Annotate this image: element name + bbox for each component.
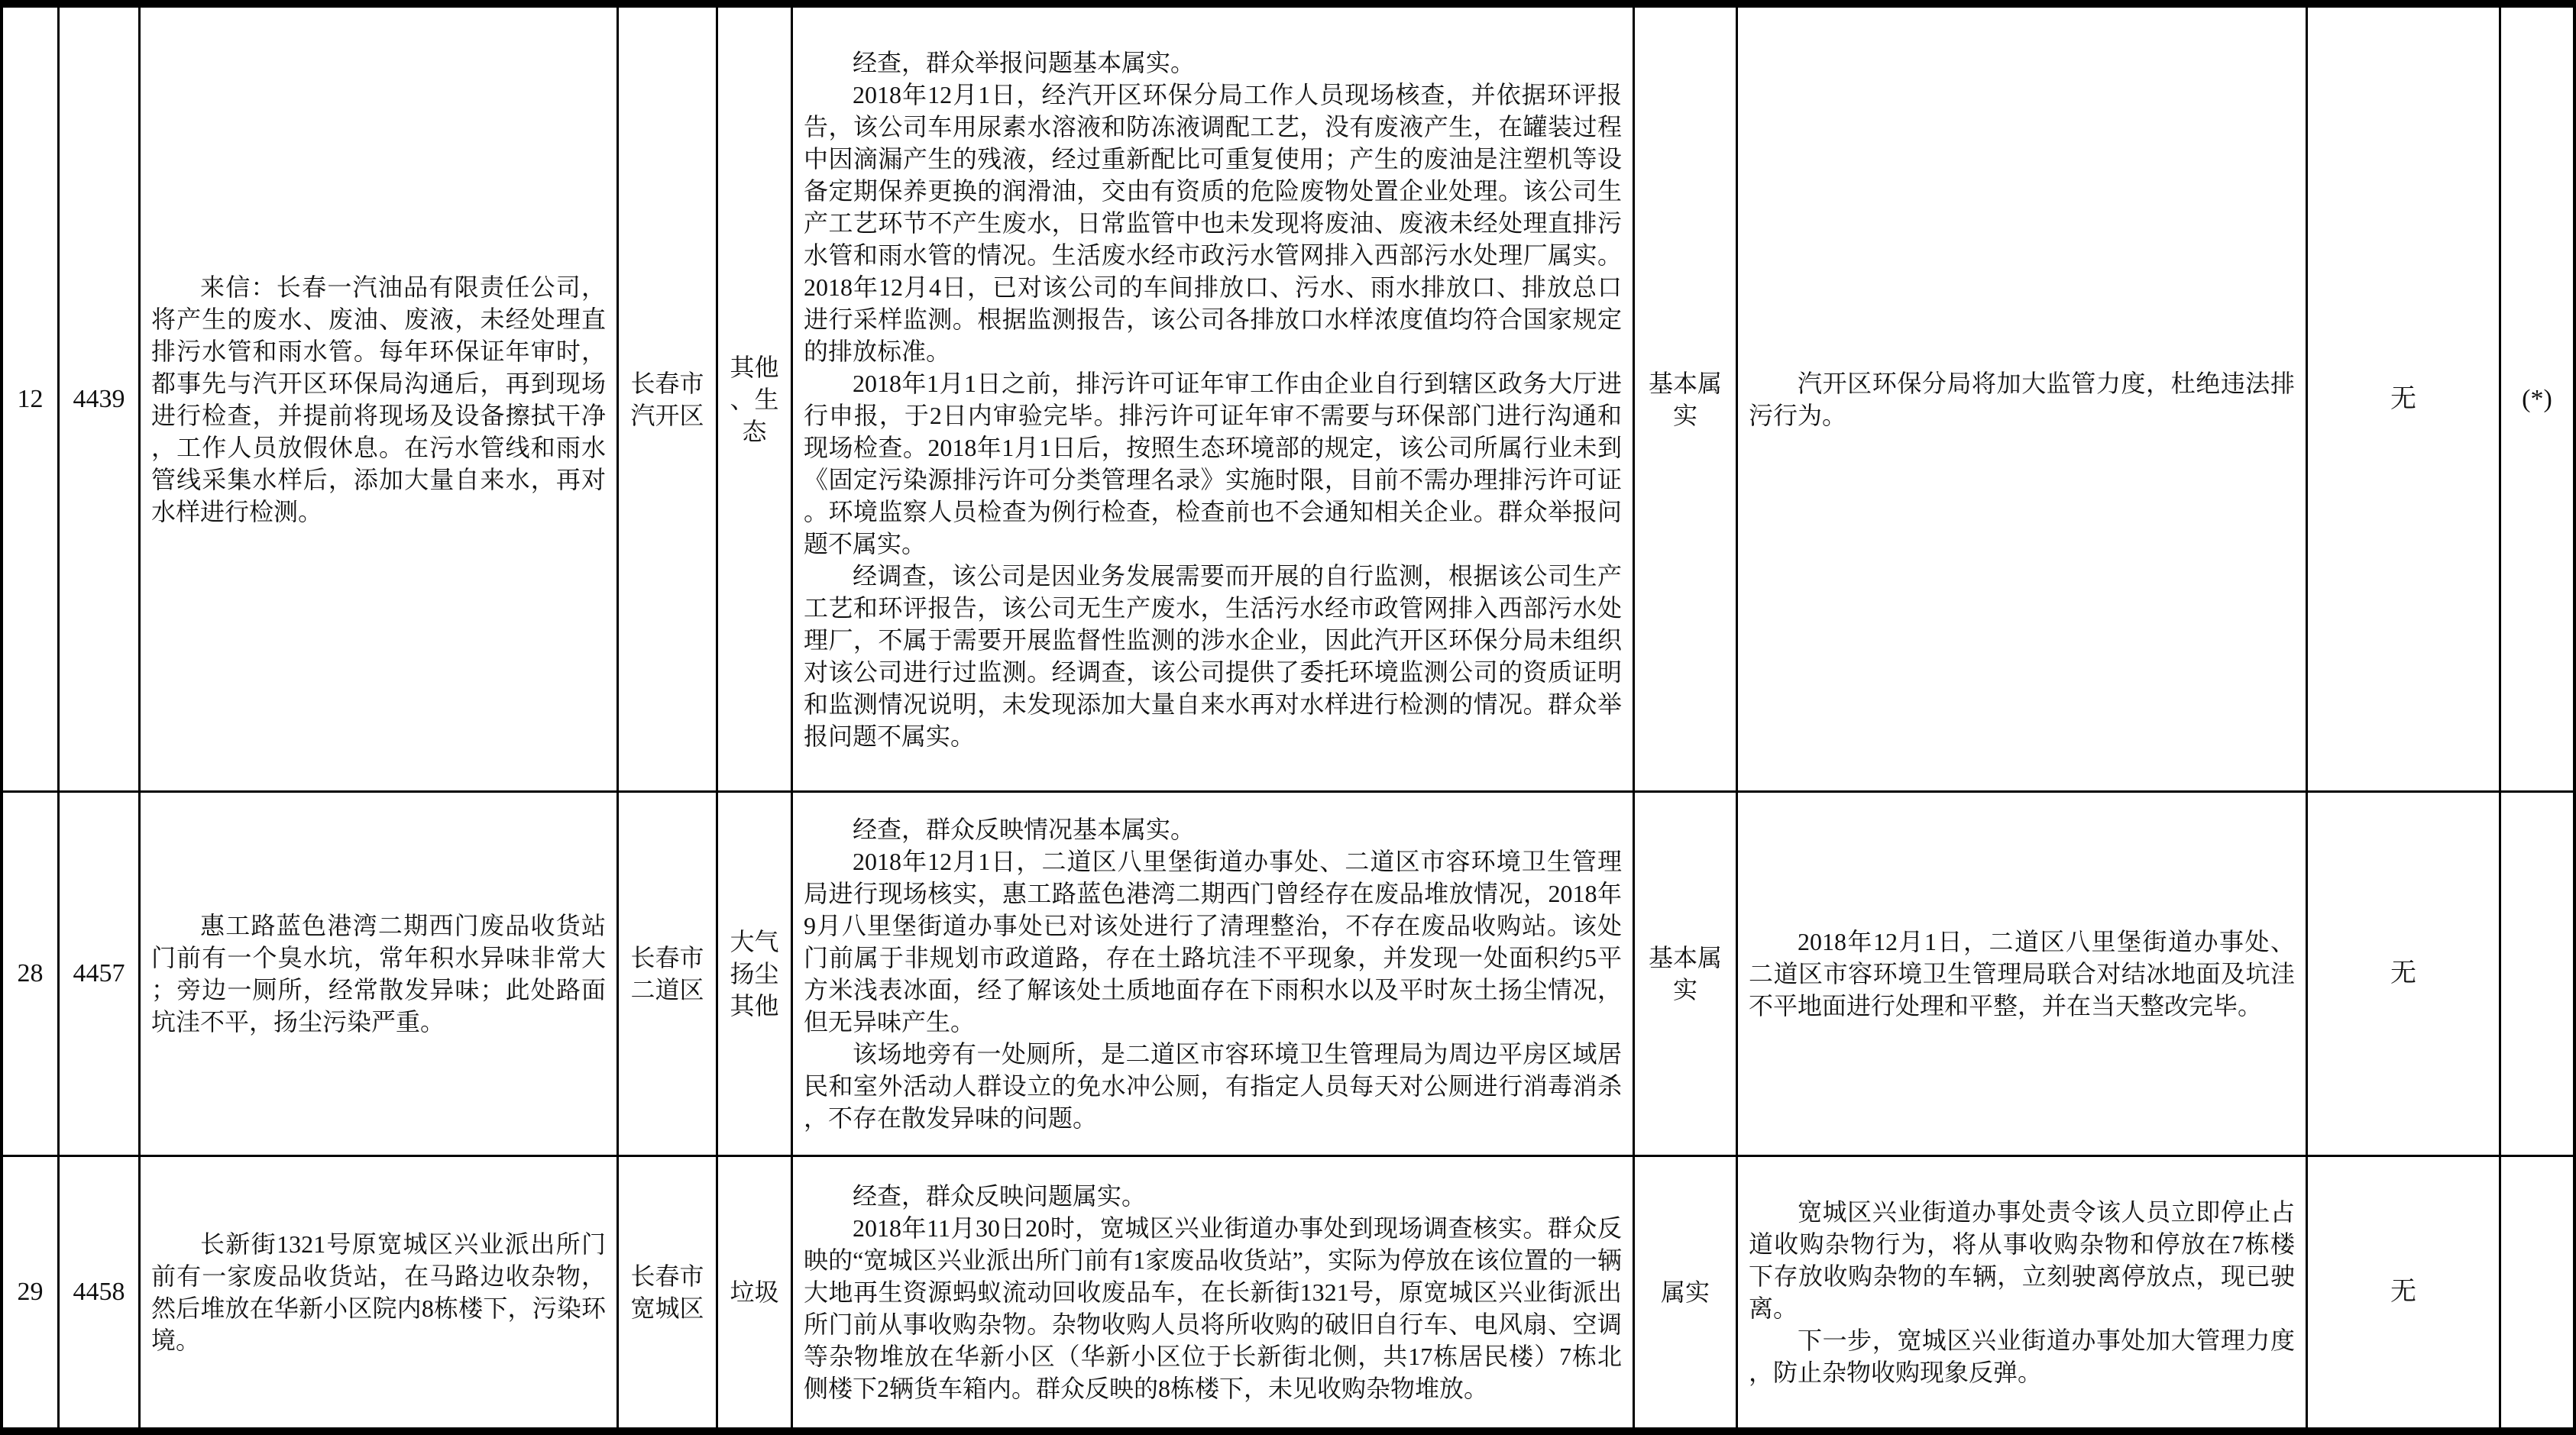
case-no-cell: 4439 (60, 8, 141, 793)
category-cell: 垃圾 (718, 1157, 793, 1427)
region-cell: 长春市二道区 (619, 793, 718, 1157)
note-cell (2501, 1157, 2573, 1427)
region-cell: 长春市宽城区 (619, 1157, 718, 1427)
investigation-cell: 经查，群众举报问题基本属实。 2018年12月1日，经汽开区环保分局工作人员现场核查，并依据环评报告，该公司车用尿素水溶液和防冻液调配工艺，没有废液产生，在罐装过程中因滴漏产生的残液，经过重新配比可重复使用；产生的废油是注塑机等设备定期保养更换的润滑油，交由有资质的危险废物处置企业处理。该公司生产工艺环节不产生废水，日常监管中也未发现将废油、废液未经处理直排污水管和雨水管的情况。生活废水经市政污水管网排入西部污水处理厂属实。2018年12月4日，已对该公司的车间排放口、污水、雨水排放口、排放总口进行采样监测。根据监测报告，该公司各排放口水样浓度值均符合国家规定的排放标准。 2018年1月1日之前，排污许可证年审工作由企业自行到辖区政务大厅进行申报，于2日内审验完毕。排污许可证年审不需要与环保部门进行沟通和现场检查。2018年1月1日后，按照生态环境部的规定，该公司所属行业未到《固定污染源排污许可分类管理名录》实施时限，目前不需办理排污许可证。环境监察人员检查为例行检查，检查前也不会通知相关企业。群众举报问题不属实。 经调查，该公司是因业务发展需要而开展的自行监测，根据该公司生产工艺和环评报告，该公司无生产废水，生活污水经市政管网排入西部污水处理厂，不属于需要开展监督性监测的涉水企业，因此汽开区环保分局未组织对该公司进行过监测。经调查，该公司提供了委托环境监测公司的资质证明和监测情况说明，未发现添加大量自来水再对水样进行检测的情况。群众举报问题不属实。 (793, 8, 1635, 793)
action-cell: 汽开区环保分局将加大监管力度，杜绝违法排污行为。 (1738, 8, 2308, 793)
accountability-cell: 无 (2308, 1157, 2501, 1427)
case-no-cell: 4457 (60, 793, 141, 1157)
complaint-cell: 惠工路蓝色港湾二期西门废品收货站门前有一个臭水坑，常年积水异味非常大；旁边一厕所，经常散发异味；此处路面坑洼不平，扬尘污染严重。 (141, 793, 619, 1157)
complaint-cell: 来信：长春一汽油品有限责任公司，将产生的废水、废油、废液，未经处理直排污水管和雨水管。每年环保证年审时，都事先与汽开区环保局沟通后，再到现场进行检查，并提前将现场及设备擦拭干净，工作人员放假休息。在污水管线和雨水管线采集水样后，添加大量自来水，再对水样进行检测。 (141, 8, 619, 793)
region-cell: 长春市汽开区 (619, 8, 718, 793)
verdict-cell: 基本属实 (1635, 793, 1738, 1157)
investigation-cell: 经查，群众反映情况基本属实。 2018年12月1日，二道区八里堡街道办事处、二道区市容环境卫生管理局进行现场核实，惠工路蓝色港湾二期西门曾经存在废品堆放情况，2018年9月八里堡街道办事处已对该处进行了清理整治，不存在废品收购站。该处门前属于非规划市政道路，存在土路坑洼不平现象，并发现一处面积约5平方米浅表冰面，经了解该处土质地面存在下雨积水以及平时灰土扬尘情况，但无异味产生。 该场地旁有一处厕所，是二道区市容环境卫生管理局为周边平房区域居民和室外活动人群设立的免水冲公厕，有指定人员每天对公厕进行消毒消杀，不存在散发异味的问题。 (793, 793, 1635, 1157)
case-no-cell: 4458 (60, 1157, 141, 1427)
verdict-cell: 属实 (1635, 1157, 1738, 1427)
seq-cell: 29 (3, 1157, 60, 1427)
note-cell: (*) (2501, 8, 2573, 793)
category-cell: 其他、生态 (718, 8, 793, 793)
verdict-cell: 基本属实 (1635, 8, 1738, 793)
complaint-cell: 长新街1321号原宽城区兴业派出所门前有一家废品收货站，在马路边收杂物，然后堆放在华新小区院内8栋楼下，污染环境。 (141, 1157, 619, 1427)
accountability-cell: 无 (2308, 793, 2501, 1157)
category-cell: 大气扬尘其他 (718, 793, 793, 1157)
seq-cell: 28 (3, 793, 60, 1157)
note-cell (2501, 793, 2573, 1157)
action-cell: 宽城区兴业街道办事处责令该人员立即停止占道收购杂物行为，将从事收购杂物和停放在7栋楼下存放收购杂物的车辆，立刻驶离停放点，现已驶离。 下一步，宽城区兴业街道办事处加大管理力度，防止杂物收购现象反弹。 (1738, 1157, 2308, 1427)
seq-cell: 12 (3, 8, 60, 793)
action-cell: 2018年12月1日，二道区八里堡街道办事处、二道区市容环境卫生管理局联合对结冰地面及坑洼不平地面进行处理和平整，并在当天整改完毕。 (1738, 793, 2308, 1157)
investigation-cell: 经查，群众反映问题属实。 2018年11月30日20时，宽城区兴业街道办事处到现场调查核实。群众反映的“宽城区兴业派出所门前有1家废品收货站”，实际为停放在该位置的一辆大地再生资源蚂蚁流动回收废品车，在长新街1321号，原宽城区兴业街派出所门前从事收购杂物。杂物收购人员将所收购的破旧自行车、电风扇、空调等杂物堆放在华新小区（华新小区位于长新街北侧，共17栋居民楼）7栋北侧楼下2辆货车箱内。群众反映的8栋楼下，未见收购杂物堆放。 (793, 1157, 1635, 1427)
accountability-cell: 无 (2308, 8, 2501, 793)
